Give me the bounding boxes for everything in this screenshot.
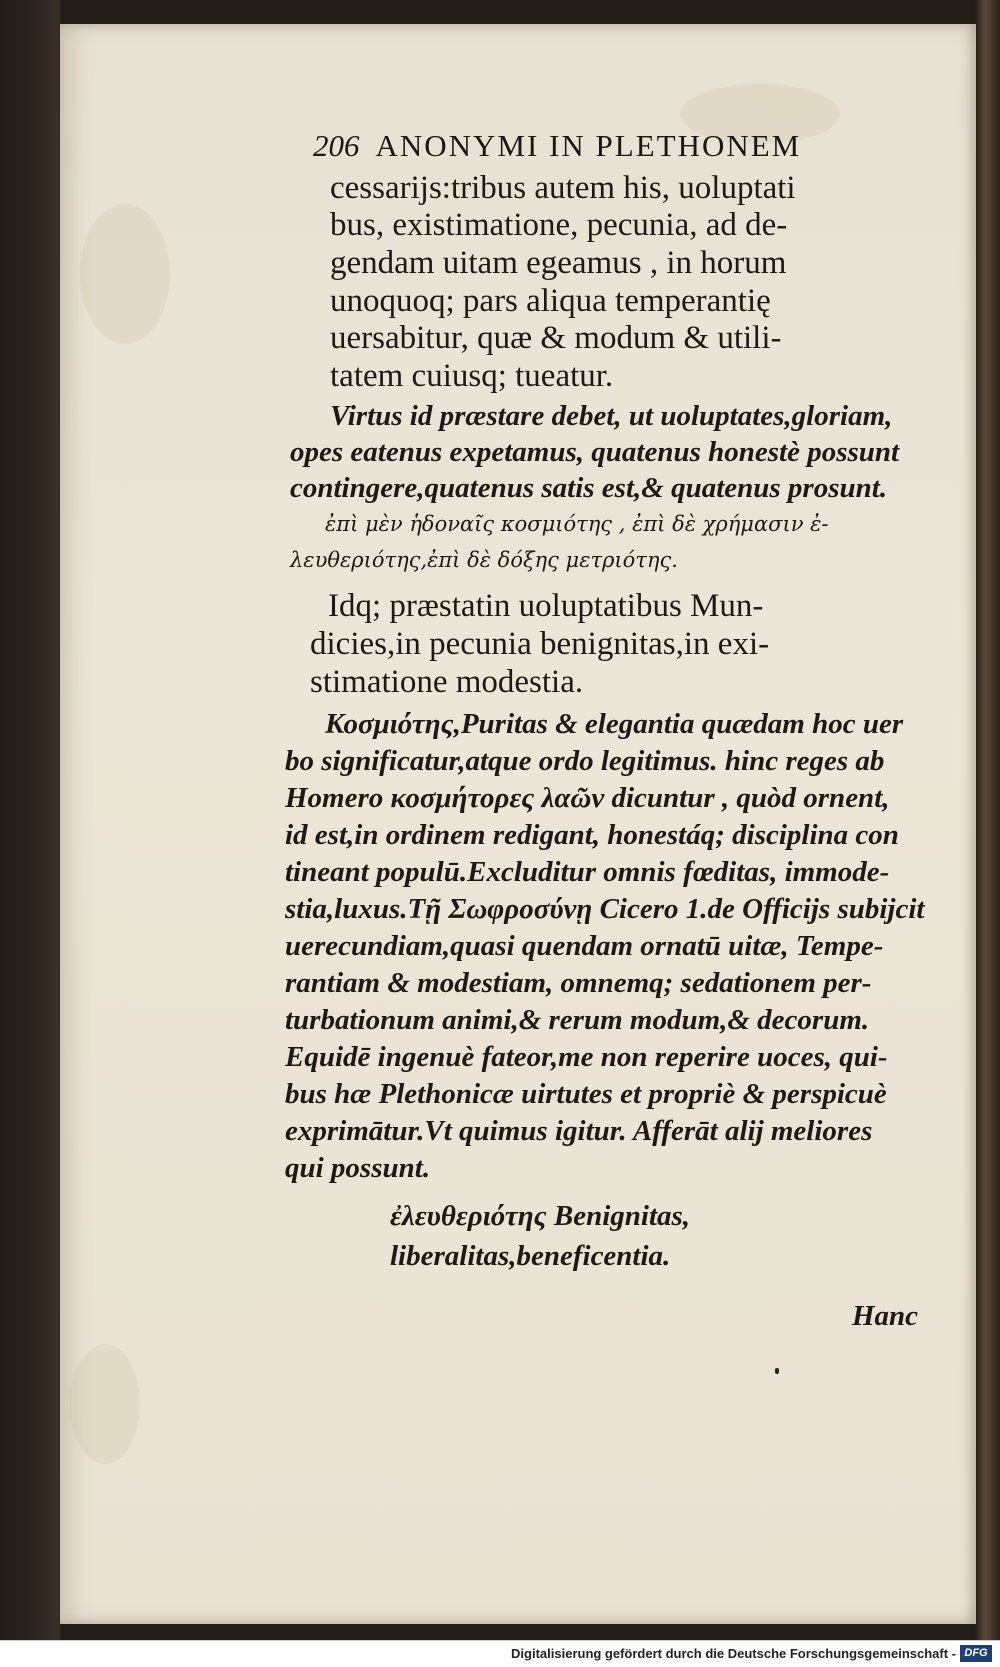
text-line: cessarijs:tribus autem his, uoluptati (330, 170, 796, 206)
text-line: Virtus id præstare debet, ut uoluptates,gloriam, (330, 400, 893, 432)
text-line: contingere,quatenus satis est,& quatenus prosunt. (290, 472, 888, 504)
greek-line: ἐπὶ μὲν ἡδοναῖς κοσμιότης , ἐπὶ δὲ χρήμασιν ἐ- (325, 512, 829, 536)
text-line: tatem cuiusq; tueatur. (330, 358, 614, 394)
text-line: exprimātur.Vt quimus igitur. Afferāt alij meliores (285, 1115, 873, 1147)
text-line: bus, existimatione, pecunia, ad de- (330, 207, 788, 243)
text-line: gendam uitam egeamus , in horum (330, 245, 787, 281)
page-number: 206 (313, 128, 360, 163)
catchword: Hanc (852, 1300, 919, 1332)
text-line: ἐλευθεριότης Benignitas, (390, 1200, 691, 1232)
text-line: rantiam & modestiam, omnemq; sedationem per- (285, 967, 872, 999)
text-line: Idq; præstatin uoluptatibus Mun- (328, 588, 764, 624)
text-line: uerecundiam,quasi quendam ornatū uitæ, Tempe- (285, 930, 884, 962)
page-stain (80, 204, 170, 344)
greek-line: λευθεριότης,ἐπὶ δὲ δόξης μετριότης. (290, 548, 678, 572)
text-line: bus hæ Plethonicæ uirtutes et propriè & perspicuè (285, 1078, 887, 1110)
text-line: id est,in ordinem redigant, honestáq; disciplina con (285, 819, 899, 851)
text-line: tineant populū.Excluditur omnis fœditas, immode- (285, 856, 890, 888)
running-header (313, 128, 933, 164)
text-line: qui possunt. (285, 1152, 431, 1184)
text-line: Homero κοσμήτορες λαῶν dicuntur , quòd ornent, (285, 782, 890, 814)
text-line: turbationum animi,& rerum modum,& decorum. (285, 1004, 870, 1036)
running-title: ANONYMI IN PLETHONEM (375, 128, 802, 163)
text-line: stimatione modestia. (310, 664, 584, 700)
text-line: dicies,in pecunia benignitas,in exi- (310, 626, 770, 662)
text-line: bo significatur,atque ordo legitimus. hinc reges ab (285, 745, 885, 777)
text-line: Κοσμιότης,Puritas & elegantia quædam hoc uer (325, 708, 904, 740)
text-line: liberalitas,beneficentia. (390, 1240, 671, 1272)
text-line: uersabitur, quæ & modum & utili- (330, 320, 782, 356)
ink-speck (775, 1368, 779, 1374)
text-line: Equidē ingenuè fateor,me non reperire uoces, qui- (285, 1041, 888, 1073)
text-line: unoquoq; pars aliqua temperantię (330, 283, 771, 319)
footer-credit: Digitalisierung gefördert durch die Deutsche Forschungsgemeinschaft - (511, 1646, 956, 1661)
dfg-logo: DFG (960, 1645, 992, 1662)
footer-bar (0, 1640, 1000, 1667)
text-line: stia,luxus.Τῇ Σωφροσύνῃ Cicero 1.de Officijs subijcit (285, 893, 925, 925)
text-line: opes eatenus expetamus, quatenus honestè possunt (290, 436, 900, 468)
page-stain (70, 1344, 140, 1464)
